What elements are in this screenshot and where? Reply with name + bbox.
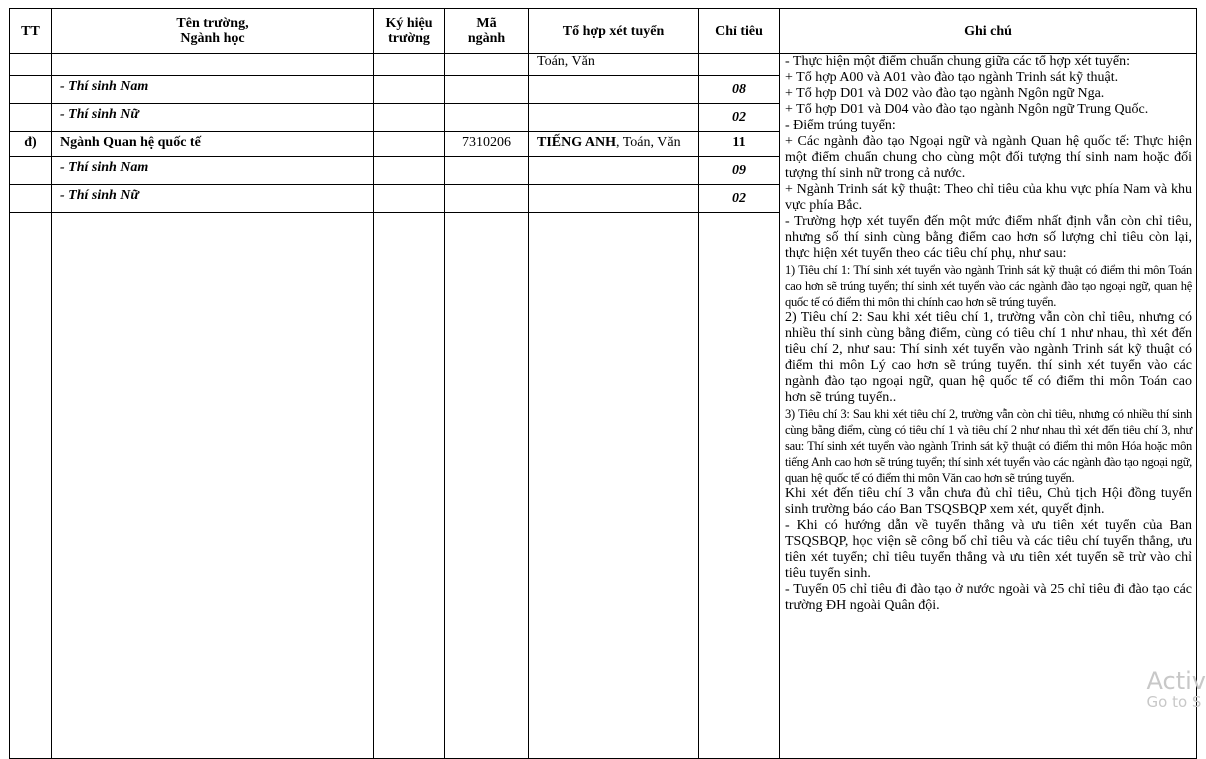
admission-table [9, 8, 1197, 759]
cell-tt [10, 185, 52, 213]
cell-tt [10, 157, 52, 185]
cell-kyhieu [374, 54, 445, 76]
watermark-line: Go to S [1146, 693, 1202, 711]
note-line: 3) Tiêu chí 3: Sau khi xét tiêu chí 2, trường vẫn còn chỉ tiêu, nhưng có nhiều thí sinh cùng bằng điểm, cùng có tiêu chí 1 và tiêu chí 2 như nhau thì xét đến tiêu chí 3, như sau: Thí sinh xét tuyển vào ngành Trinh sát kỹ thuật có điểm thi môn Hóa hoặc môn tiếng Anh cao hơn sẽ trúng tuyển; thí sinh xét tuyển vào các ngành đào tạo ngoại ngữ, quan hệ quốc tế có điểm thi môn Văn cao hơn sẽ trúng tuyển. [785, 407, 1192, 485]
header-tohop: Tổ hợp xét tuyển [529, 9, 699, 54]
cell-chitieu: 11 [699, 132, 780, 157]
cell-chitieu [699, 54, 780, 76]
cell-ma-nganh [445, 76, 529, 104]
cell-chitieu: 09 [699, 157, 780, 185]
cell-kyhieu [374, 76, 445, 104]
cell-kyhieu [374, 132, 445, 157]
cell-tt [10, 54, 52, 76]
cell-tohop [529, 104, 699, 132]
note-line: + Tổ hợp D01 và D02 vào đào tạo ngành Ngôn ngữ Nga. [785, 86, 1105, 101]
cell-chitieu: 02 [699, 104, 780, 132]
cell-name: - Thí sinh Nam [52, 76, 374, 104]
cell-ma-nganh: 7310206 [445, 132, 529, 157]
cell-empty [10, 213, 52, 759]
cell-ma-nganh [445, 185, 529, 213]
cell-kyhieu [374, 104, 445, 132]
cell-empty [445, 213, 529, 759]
table-row [10, 54, 1197, 76]
note-line: - Khi có hướng dẫn về tuyển thẳng và ưu tiên xét tuyển của Ban TSQSBQP, học viện sẽ công bố chỉ tiêu và các tiêu chí tuyển thẳng, ưu tiên xét tuyển; chỉ tiêu tuyển thẳng và ưu tiên xét tuyển sẽ trừ vào chỉ tiêu tuyển sinh. [785, 518, 1192, 581]
cell-tohop: Toán, Văn [529, 54, 699, 76]
header-ghichu: Ghi chú [780, 9, 1197, 54]
note-line: - Điểm trúng tuyển: [785, 118, 896, 133]
header-row [10, 9, 1197, 54]
note-line: Khi xét đến tiêu chí 3 vẫn chưa đủ chỉ tiêu, Chủ tịch Hội đồng tuyển sinh trường báo cáo Ban TSQSBQP xem xét, quyết định. [785, 486, 1192, 517]
cell-chitieu: 02 [699, 185, 780, 213]
watermark-line: Activ [1146, 667, 1206, 695]
header-chitieu: Chỉ tiêu [699, 9, 780, 54]
cell-tohop: TIẾNG ANH, Toán, Văn [529, 132, 699, 157]
cell-empty [529, 213, 699, 759]
header-kyhieu: Ký hiệu trường [374, 9, 445, 54]
header-name: Tên trường, Ngành học [52, 9, 374, 54]
cell-kyhieu [374, 185, 445, 213]
header-tt: TT [10, 9, 52, 54]
cell-name: - Thí sinh Nữ [52, 185, 374, 213]
cell-name: Ngành Quan hệ quốc tế [52, 132, 374, 157]
cell-ma-nganh [445, 54, 529, 76]
header-ma-nganh: Mã ngành [445, 9, 529, 54]
cell-tohop [529, 76, 699, 104]
activation-watermark [1147, 668, 1206, 710]
note-line: 1) Tiêu chí 1: Thí sinh xét tuyển vào ngành Trinh sát kỹ thuật có điểm thi môn Toán cao hơn sẽ trúng tuyển; thí sinh xét tuyển vào các ngành đào tạo ngoại ngữ, quan hệ quốc tế có điểm thi môn thi chính cao hơn sẽ trúng tuyển. [785, 263, 1192, 309]
note-line: - Trường hợp xét tuyển đến một mức điểm nhất định vẫn còn chỉ tiêu, nhưng số thí sinh cùng bằng điểm cao hơn số lượng chỉ tiêu còn lại, thực hiện xét tuyển theo các tiêu chí phụ, như sau: [785, 214, 1192, 261]
cell-tt: đ) [10, 132, 52, 157]
notes-cell [780, 54, 1197, 759]
note-line: + Các ngành đào tạo Ngoại ngữ và ngành Quan hệ quốc tế: Thực hiện một điểm chuẩn chung cho cùng một đối tượng thí sinh nam hoặc đối tượng thí sinh nữ trong cả nước. [785, 134, 1192, 181]
cell-ma-nganh [445, 157, 529, 185]
cell-empty [699, 213, 780, 759]
cell-chitieu: 08 [699, 76, 780, 104]
cell-kyhieu [374, 157, 445, 185]
note-line: + Tổ hợp A00 và A01 vào đào tạo ngành Trinh sát kỹ thuật. [785, 70, 1119, 85]
cell-empty [52, 213, 374, 759]
note-line: - Thực hiện một điểm chuẩn chung giữa các tổ hợp xét tuyển: [785, 54, 1131, 69]
note-line: + Ngành Trinh sát kỹ thuật: Theo chỉ tiêu của khu vực phía Nam và khu vực phía Bắc. [785, 182, 1192, 213]
cell-tt [10, 104, 52, 132]
cell-name [52, 54, 374, 76]
cell-tohop [529, 157, 699, 185]
cell-tt [10, 76, 52, 104]
note-line: + Tổ hợp D01 và D04 vào đào tạo ngành Ngôn ngữ Trung Quốc. [785, 102, 1149, 117]
note-line: - Tuyển 05 chỉ tiêu đi đào tạo ở nước ngoài và 25 chỉ tiêu đi đào tạo các trường ĐH ngoài Quân đội. [785, 582, 1192, 613]
cell-name: - Thí sinh Nữ [52, 104, 374, 132]
cell-name: - Thí sinh Nam [52, 157, 374, 185]
cell-tohop [529, 185, 699, 213]
cell-empty [374, 213, 445, 759]
cell-ma-nganh [445, 104, 529, 132]
note-line: 2) Tiêu chí 2: Sau khi xét tiêu chí 1, trường vẫn còn chỉ tiêu, nhưng có nhiều thí sinh cùng bằng điểm, cùng có tiêu chí 1 như nhau, thì xét đến tiêu chí 2, như sau: Thí sinh xét tuyển vào ngành Trinh sát kỹ thuật có điểm thi môn Lý cao hơn sẽ trúng tuyển. thí sinh xét tuyển vào các ngành đào tạo ngoại ngữ, quan hệ quốc tế có điểm thi môn Toán cao hơn sẽ trúng tuyển.. [785, 310, 1192, 405]
